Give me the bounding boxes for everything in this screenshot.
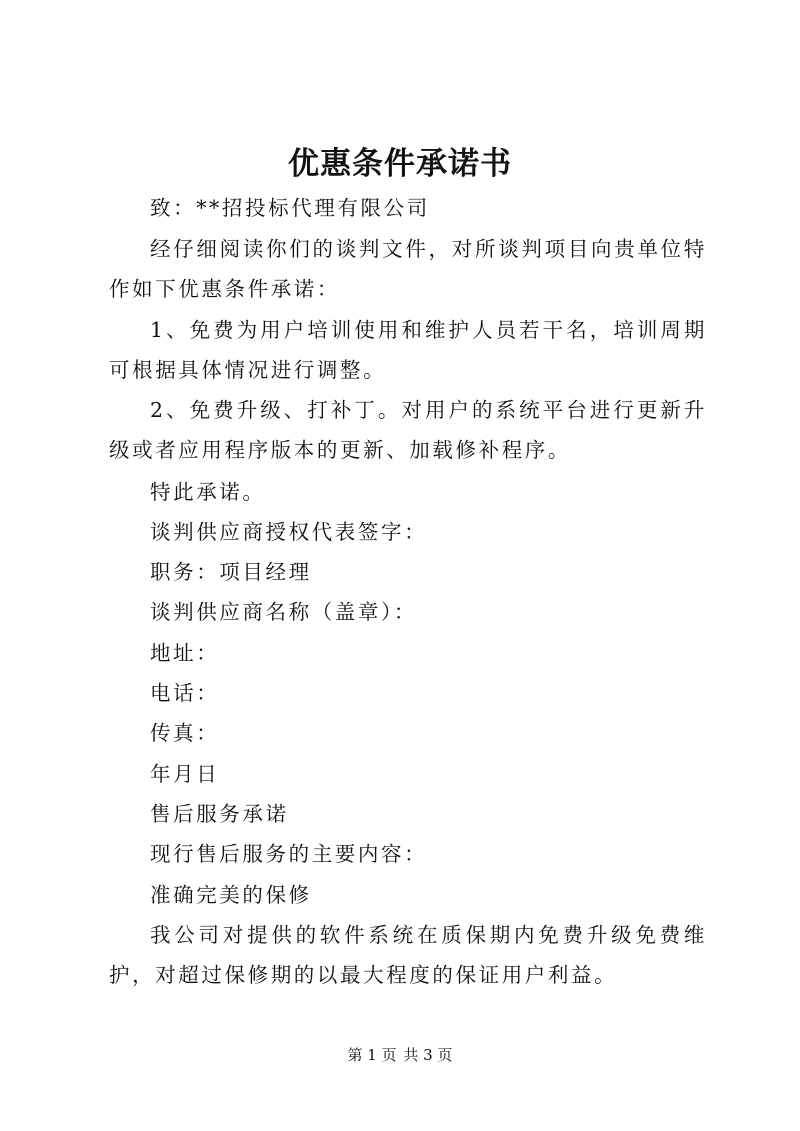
document-title: 优惠条件承诺书: [288, 146, 512, 182]
fax-field: 传真：: [150, 721, 220, 745]
warranty-paragraph: 我公司对提供的软件系统在质保期内免费升级免费维护，对超过保修期的以最大程度的保证用户利益。: [109, 923, 707, 988]
section-heading-after-sales: 售后服务承诺: [150, 802, 289, 826]
intro-paragraph: 经仔细阅读你们的谈判文件，对所谈判项目向贵单位特作如下优惠条件承诺：: [109, 237, 707, 302]
addressee-line: 致：**招投标代理有限公司: [150, 196, 430, 220]
commitment-item-2: 2、免费升级、打补丁。对用户的系统平台进行更新升级或者应用程序版本的更新、加载修补程序。: [109, 398, 707, 463]
commitment-item-1: 1、免费为用户培训使用和维护人员若干名，培训周期可根据具体情况进行调整。: [109, 318, 707, 383]
phone-field: 电话：: [150, 681, 220, 705]
warranty-line: 准确完美的保修: [150, 883, 312, 907]
address-field: 地址：: [150, 641, 220, 665]
signature-field: 谈判供应商授权代表签字：: [150, 520, 428, 544]
supplier-name-field: 谈判供应商名称（盖章）：: [150, 600, 417, 624]
page-footer: [0, 1044, 800, 1066]
page-number: 第 1 页: [347, 1046, 397, 1064]
service-content-label: 现行售后服务的主要内容：: [150, 842, 428, 866]
position-field: 职务：项目经理: [150, 560, 312, 584]
date-field: 年月日: [150, 762, 220, 786]
closing-statement: 特此承诺。: [150, 480, 266, 504]
page-total: 共 3 页: [403, 1046, 453, 1064]
